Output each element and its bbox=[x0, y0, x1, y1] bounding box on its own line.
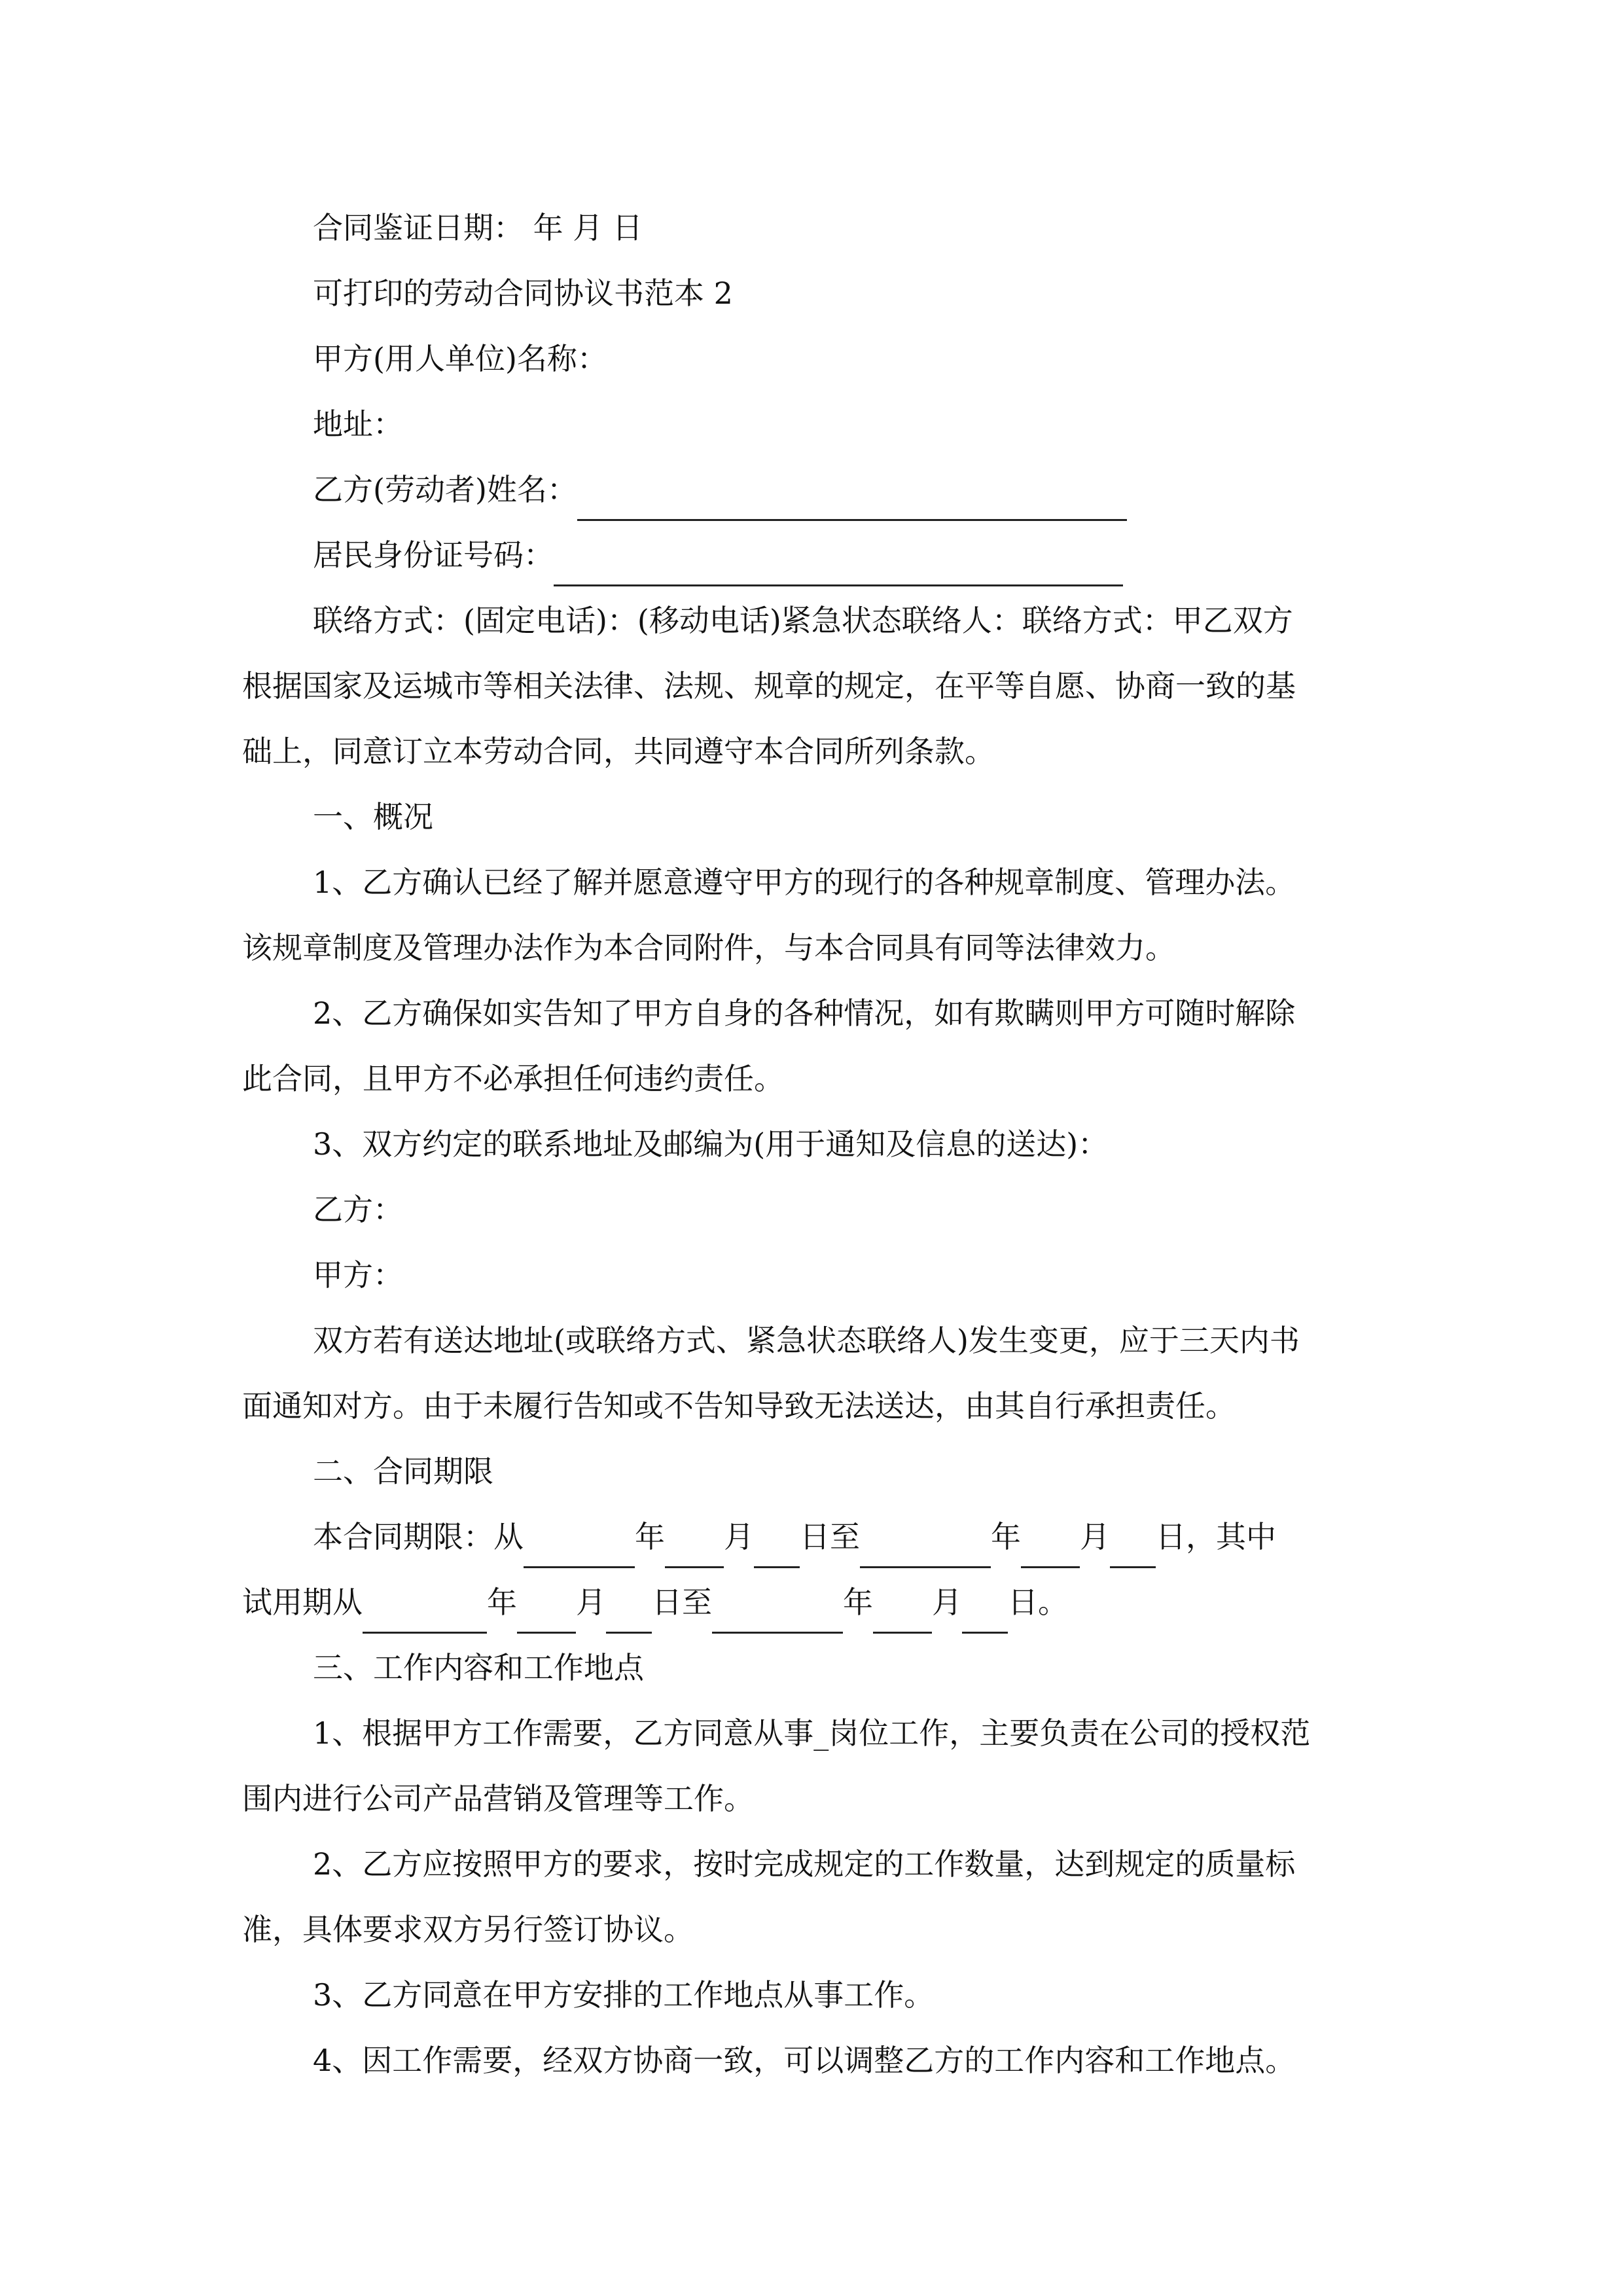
year-label: 年 bbox=[487, 1585, 517, 1620]
probation-line bbox=[242, 1571, 1384, 1634]
start-year-blank bbox=[524, 1527, 635, 1568]
verify-date-line: 合同鉴证日期： 年 月 日 bbox=[313, 210, 643, 245]
address-change-line-1: 双方若有送达地址(或联络方式、紧急状态联络人)发生变更，应于三天内书 bbox=[313, 1323, 1300, 1358]
probation-end-year-blank bbox=[712, 1592, 843, 1634]
probation-start-day-blank bbox=[606, 1592, 652, 1634]
end-day-blank bbox=[1110, 1527, 1156, 1568]
party-b-name-line bbox=[313, 458, 1384, 521]
contact-paragraph-line-1: 联络方式：(固定电话)：(移动电话)紧急状态联络人：联络方式：甲乙双方 bbox=[313, 603, 1293, 638]
section-2-heading: 二、合同期限 bbox=[313, 1454, 493, 1489]
probation-prefix: 试用期从 bbox=[242, 1585, 363, 1620]
address-field: 地址： bbox=[313, 406, 403, 442]
id-number-label: 居民身份证号码： bbox=[313, 537, 554, 573]
clause-1-1-line-1: 1、乙方确认已经了解并愿意遵守甲方的现行的各种规章制度、管理办法。 bbox=[313, 865, 1296, 900]
day-comma-label: 日，其中 bbox=[1156, 1519, 1276, 1554]
contract-term-line bbox=[313, 1505, 1384, 1568]
id-number-blank bbox=[554, 545, 1123, 586]
party-a-address-field: 甲方： bbox=[313, 1257, 403, 1293]
clause-3-1-line-1: 1、根据甲方工作需要，乙方同意从事_岗位工作，主要负责在公司的授权范 bbox=[313, 1715, 1311, 1751]
party-b-address-field: 乙方： bbox=[313, 1192, 403, 1227]
probation-end-day-blank bbox=[962, 1592, 1008, 1634]
party-b-name-blank bbox=[577, 480, 1127, 521]
month-label: 月 bbox=[932, 1585, 962, 1620]
id-number-line bbox=[313, 524, 1384, 586]
party-a-name-field: 甲方(用人单位)名称： bbox=[313, 341, 607, 376]
section-3-heading: 三、工作内容和工作地点 bbox=[313, 1650, 644, 1685]
start-month-blank bbox=[665, 1527, 724, 1568]
clause-1-2-line-2: 此合同，且甲方不必承担任何违约责任。 bbox=[242, 1061, 784, 1096]
document-title: 可打印的劳动合同协议书范本 2 bbox=[313, 276, 733, 311]
clause-3-2-line-1: 2、乙方应按照甲方的要求，按时完成规定的工作数量，达到规定的质量标 bbox=[313, 1846, 1296, 1882]
end-month-blank bbox=[1021, 1527, 1080, 1568]
probation-start-month-blank bbox=[517, 1592, 576, 1634]
clause-3-3: 3、乙方同意在甲方安排的工作地点从事工作。 bbox=[313, 1977, 935, 2013]
day-to-label: 日至 bbox=[800, 1519, 860, 1554]
clause-1-1-line-2: 该规章制度及管理办法作为本合同附件，与本合同具有同等法律效力。 bbox=[242, 930, 1175, 965]
clause-3-4: 4、因工作需要，经双方协商一致，可以调整乙方的工作内容和工作地点。 bbox=[313, 2043, 1296, 2078]
month-label: 月 bbox=[1080, 1519, 1110, 1554]
day-end-label: 日。 bbox=[1008, 1585, 1068, 1620]
clause-1-2-line-1: 2、乙方确保如实告知了甲方自身的各种情况，如有欺瞒则甲方可随时解除 bbox=[313, 996, 1296, 1031]
section-1-heading: 一、概况 bbox=[313, 799, 433, 834]
clause-1-3: 3、双方约定的联系地址及邮编为(用于通知及信息的送达)： bbox=[313, 1126, 1109, 1162]
clause-3-2-line-2: 准，具体要求双方另行签订协议。 bbox=[242, 1912, 694, 1947]
probation-end-month-blank bbox=[873, 1592, 932, 1634]
year-label: 年 bbox=[843, 1585, 873, 1620]
end-year-blank bbox=[860, 1527, 991, 1568]
contact-paragraph-line-3: 础上，同意订立本劳动合同，共同遵守本合同所列条款。 bbox=[242, 734, 995, 769]
month-label: 月 bbox=[576, 1585, 606, 1620]
party-b-name-label: 乙方(劳动者)姓名： bbox=[313, 472, 577, 507]
year-label: 年 bbox=[635, 1519, 665, 1554]
day-to-label: 日至 bbox=[652, 1585, 712, 1620]
term-prefix: 本合同期限：从 bbox=[313, 1519, 524, 1554]
address-change-line-2: 面通知对方。由于未履行告知或不告知导致无法送达，由其自行承担责任。 bbox=[242, 1388, 1236, 1424]
month-label: 月 bbox=[724, 1519, 754, 1554]
contact-paragraph-line-2: 根据国家及运城市等相关法律、法规、规章的规定，在平等自愿、协商一致的基 bbox=[242, 668, 1296, 704]
clause-3-1-line-2: 围内进行公司产品营销及管理等工作。 bbox=[242, 1781, 754, 1816]
start-day-blank bbox=[754, 1527, 800, 1568]
year-label: 年 bbox=[991, 1519, 1021, 1554]
probation-start-year-blank bbox=[363, 1592, 487, 1634]
